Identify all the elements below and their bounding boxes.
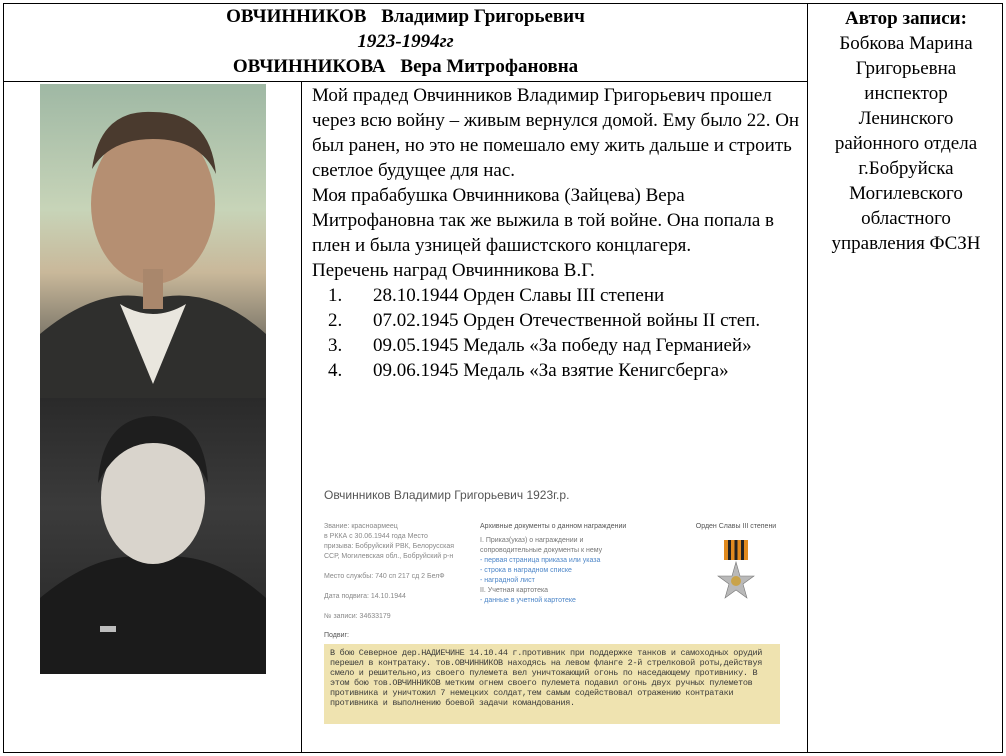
- header-divider: [3, 81, 807, 82]
- column-divider-photos: [301, 81, 302, 753]
- award-item: 1. 28.10.1944 Орден Славы III степени: [328, 285, 665, 306]
- archive-link[interactable]: - данные в учетной картотеке: [480, 597, 576, 604]
- author-block: [810, 6, 1002, 256]
- person-surname: ОВЧИННИКОВ: [226, 6, 367, 27]
- award-image-block: Орден Славы III степени: [686, 522, 786, 613]
- portrait-photo-man: [40, 84, 266, 398]
- author-line: районного отдела: [834, 133, 978, 154]
- author-line: инспектор: [864, 83, 948, 104]
- story-paragraph: Моя прабабушка Овчинникова (Зайцева) Вера Митрофановна так же выжила в той войне. Она попала в плен и была узницей фашистского концлагеря.: [312, 185, 774, 256]
- award-item: 3. 09.05.1945 Медаль «За победу над Германией»: [328, 335, 752, 356]
- document-info: Звание: красноармеец в РККА с 30.06.1944 года Место призыва: Бобруйский РВК, Белорусская ССР, Могилевская обл., Бобруйский р-н Место службы: 740 сп 217 сд 2 БелФ Дата подвига: 14.10.1944 № записи: 34633179: [324, 523, 455, 620]
- spouse-given-name: Вера Митрофановна: [400, 56, 579, 77]
- years: 1923-1994гг: [357, 31, 454, 52]
- feat-excerpt: В бою Северное дер.НАДИЕЧИНЕ 14.10.44 г.противник при поддержке танков и самоходных орудий перешел в контратаку. тов.ОВЧИННИКОВ находясь на левом фланге 2-й стрелковой роты,действуя смело и решительно,из своего пулемета вел уничтожающий огонь по наседающему противнику. В этом бою тов.ОВЧИННИКОВ метким огнем своего пулемета подавил огонь двух ручных пулеметов противника и уничтожил 7 немецких солдат,тем самым содействовал отражению контратаки противника и выполнению боевой задачи командования.: [324, 644, 780, 724]
- award-item: 4. 09.06.1945 Медаль «За взятие Кенигсберга»: [328, 360, 729, 381]
- author-line: Могилевского: [849, 183, 963, 204]
- archive-links: Архивные документы о данном награждении I. Приказ(указ) о награждении и сопроводительные документы к нему - первая страница приказа или указа - строка в наградном списке - наградной лист II. Учетная картотека - данные в учетной картотеке: [480, 522, 630, 606]
- archive-document-screenshot: [314, 482, 794, 744]
- spouse-surname: ОВЧИННИКОВА: [232, 56, 386, 77]
- author-label: Автор записи:: [845, 8, 967, 29]
- feat-label: Подвиг:: [324, 632, 349, 639]
- archive-link[interactable]: - наградной лист: [480, 577, 535, 584]
- order-of-glory-icon: [716, 538, 756, 608]
- author-line: Ленинского: [858, 108, 954, 129]
- author-line: Григорьевна: [855, 58, 957, 79]
- author-line: управления ФСЗН: [831, 233, 981, 254]
- author-line: областного: [861, 208, 951, 229]
- header: [4, 4, 807, 79]
- awards-heading: Перечень наград Овчинникова В.Г.: [312, 260, 595, 281]
- person-given-name: Владимир Григорьевич: [381, 6, 585, 27]
- author-line: г.Бобруйска: [858, 158, 954, 179]
- story-text: [312, 83, 802, 383]
- author-line: Бобкова Марина: [839, 33, 973, 54]
- document-title: Овчинников Владимир Григорьевич 1923г.р.: [324, 488, 570, 502]
- awards-list: [312, 283, 802, 383]
- story-paragraph: Мой прадед Овчинников Владимир Григорьевич прошел через всю войну – живым вернулся домой. Ему было 22. Он был ранен, но это не помешало ему жить дальше и строить светлое будущее для нас.: [312, 85, 800, 181]
- archive-link[interactable]: - первая страница приказа или указа: [480, 557, 601, 564]
- archive-link[interactable]: - строка в наградном списке: [480, 567, 572, 574]
- portrait-photo-woman: [40, 398, 266, 674]
- column-divider-author: [807, 3, 808, 753]
- award-item: 2. 07.02.1945 Орден Отечественной войны II степ.: [328, 310, 761, 331]
